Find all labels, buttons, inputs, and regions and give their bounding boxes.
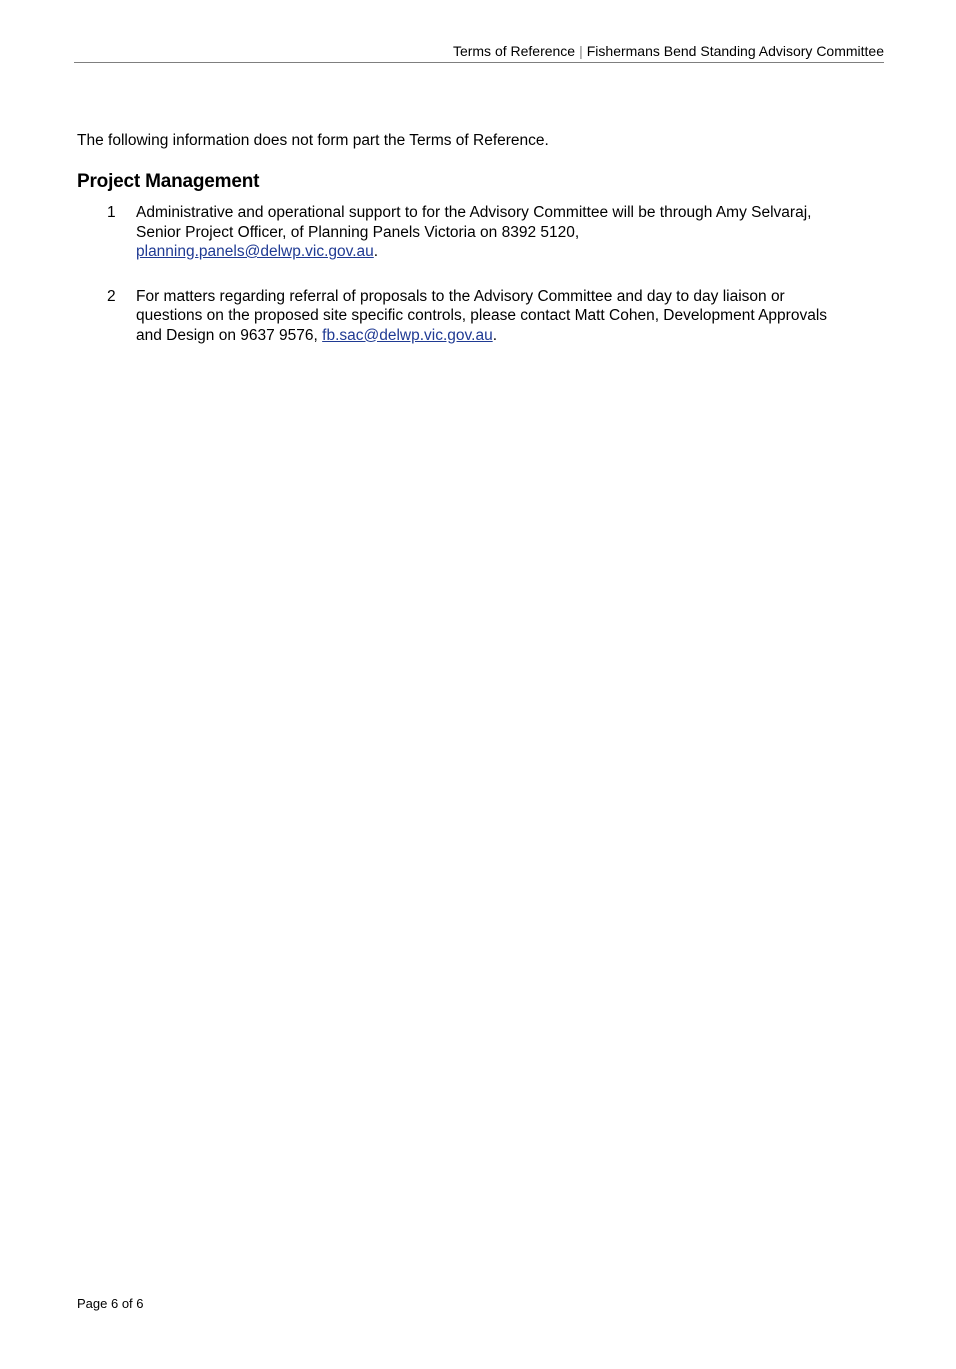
intro-paragraph: The following information does not form part the Terms of Reference. xyxy=(77,132,549,149)
list-item-text-line: For matters regarding referral of proposals to the Advisory Committee and day to day liaison or xyxy=(136,287,785,305)
header-document-title: Terms of Reference xyxy=(452,43,576,59)
list-item-text-line: questions on the proposed site specific controls, please contact Matt Cohen, Development Approvals xyxy=(136,307,828,324)
page-number: Page 6 of 6 xyxy=(77,1296,144,1311)
numbered-list xyxy=(0,203,956,345)
header-committee-name: Fishermans Bend Standing Advisory Committee xyxy=(586,43,884,59)
list-item-body xyxy=(136,203,896,262)
list-item-text-line: Administrative and operational support to for the Advisory Committee will be through Amy Selvaraj, xyxy=(136,204,812,221)
list-item xyxy=(0,287,956,346)
list-item-number: 1 xyxy=(107,204,116,221)
email-link-planning-panels[interactable]: planning.panels@delwp.vic.gov.au xyxy=(136,243,374,260)
page-header xyxy=(74,42,884,63)
email-link-fb-sac[interactable]: fb.sac@delwp.vic.gov.au xyxy=(322,326,493,344)
list-item-text-line: and Design on 9637 9576, xyxy=(136,326,323,344)
list-item-body xyxy=(136,287,896,346)
list-item-trailing-punctuation: . xyxy=(373,243,379,260)
section-heading: Project Management xyxy=(77,171,260,192)
list-item-trailing-punctuation: . xyxy=(492,326,497,344)
page-footer xyxy=(77,1296,144,1312)
header-separator: | xyxy=(579,43,583,59)
list-item-number: 2 xyxy=(107,287,116,305)
list-item-text-line: Senior Project Officer, of Planning Panels Victoria on 8392 5120, xyxy=(136,223,580,241)
list-item xyxy=(0,203,956,262)
